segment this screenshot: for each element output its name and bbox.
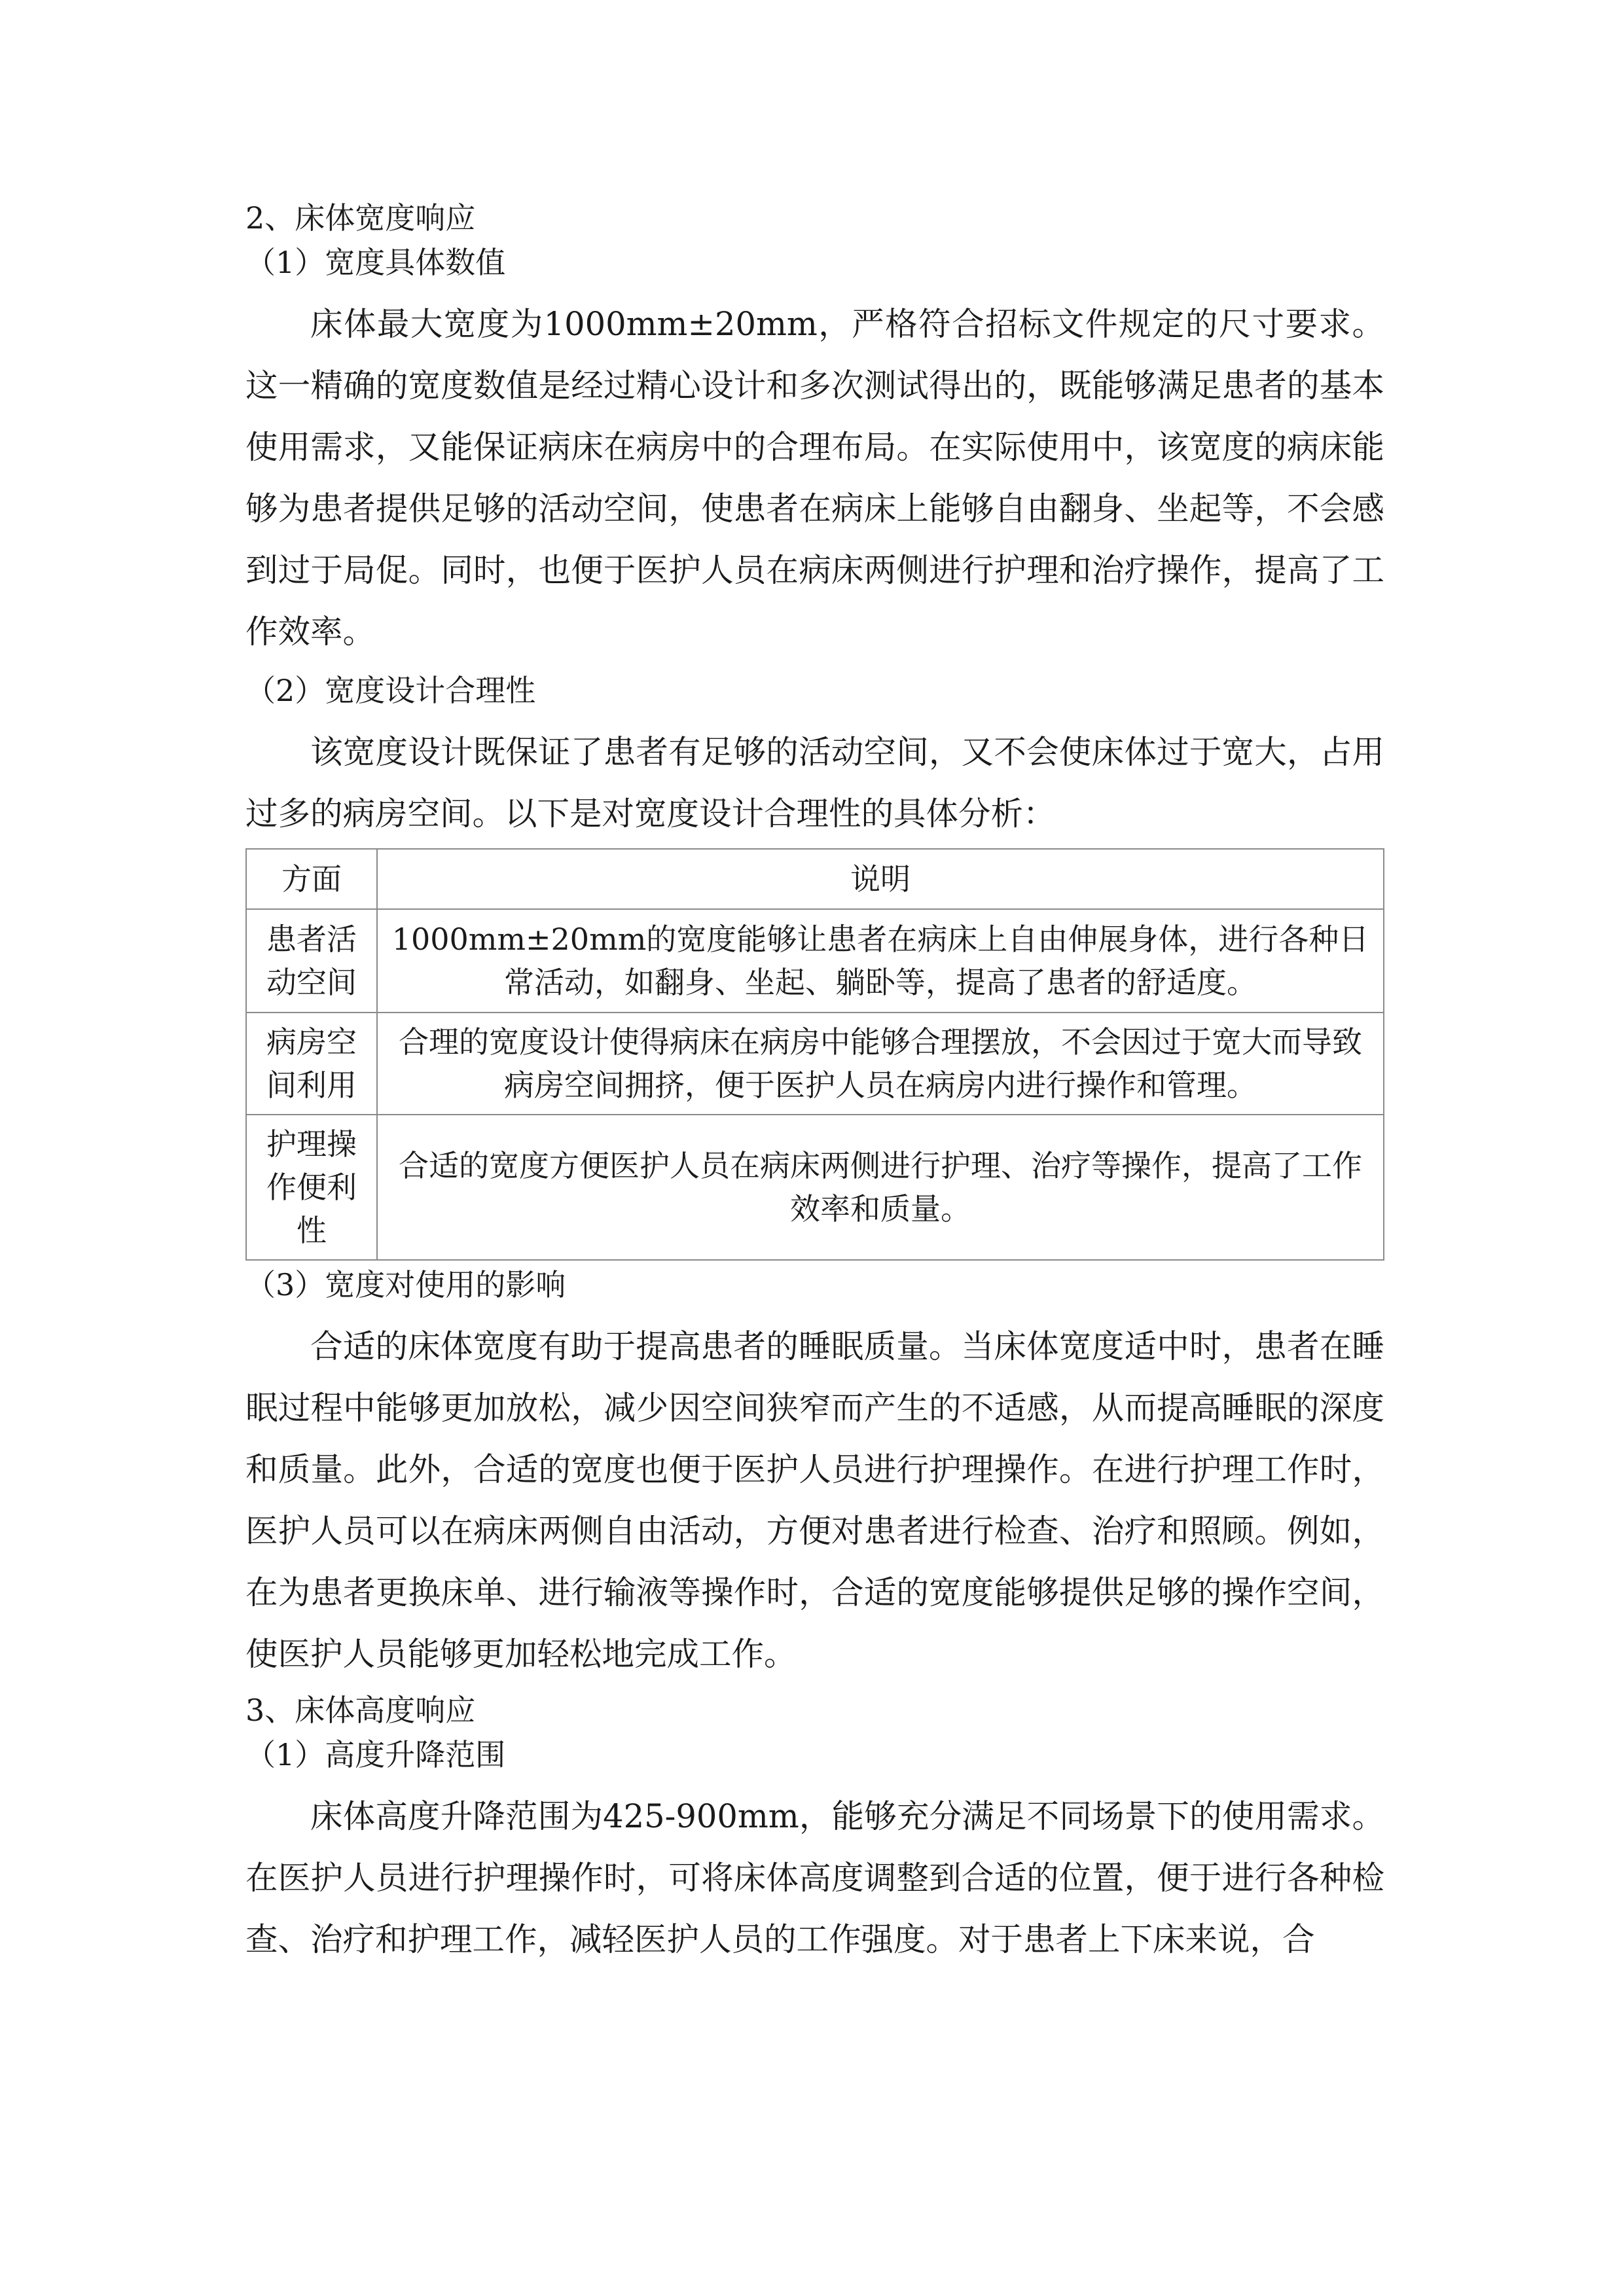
rationale-table bbox=[245, 848, 1384, 1261]
section-heading-height: 3、床体高度响应 bbox=[245, 1693, 476, 1728]
paragraph-width-value: 床体最大宽度为1000mm±20mm，严格符合招标文件规定的尺寸要求。这一精确的宽度数值是经过精心设计和多次测试得出的，既能够满足患者的基本使用需求，又能保证病床在病房中的合理布局。在实际使用中，该宽度的病床能够为患者提供足够的活动空间，使患者在病床上能够自由翻身、坐起等，不会感到过于局促。同时，也便于医护人员在病床两侧进行护理和治疗操作，提高了工作效率。 bbox=[245, 305, 1384, 651]
subheading-width-rationale: （2）宽度设计合理性 bbox=[245, 673, 536, 708]
table-cell-description: 1000mm±20mm的宽度能够让患者在病床上自由伸展身体，进行各种日常活动，如翻身、坐起、躺卧等，提高了患者的舒适度。 bbox=[377, 909, 1384, 1013]
subheading-width-value: （1）宽度具体数值 bbox=[245, 245, 506, 280]
table-row bbox=[246, 909, 1384, 1013]
table-row bbox=[246, 1115, 1384, 1260]
table-row bbox=[246, 1013, 1384, 1115]
subheading-width-impact: （3）宽度对使用的影响 bbox=[245, 1267, 566, 1302]
table-header-aspect: 方面 bbox=[246, 849, 377, 909]
table-cell-description: 合理的宽度设计使得病床在病房中能够合理摆放，不会因过于宽大而导致病房空间拥挤，便于医护人员在病房内进行操作和管理。 bbox=[377, 1013, 1384, 1115]
paragraph-width-rationale: 该宽度设计既保证了患者有足够的活动空间，又不会使床体过于宽大，占用过多的病房空间。以下是对宽度设计合理性的具体分析： bbox=[245, 733, 1384, 833]
table-cell-aspect: 护理操作便利性 bbox=[246, 1115, 377, 1260]
paragraph-width-impact: 合适的床体宽度有助于提高患者的睡眠质量。当床体宽度适中时，患者在睡眠过程中能够更加放松，减少因空间狭窄而产生的不适感，从而提高睡眠的深度和质量。此外，合适的宽度也便于医护人员进行护理操作。在进行护理工作时，医护人员可以在病床两侧自由活动，方便对患者进行检查、治疗和照顾。例如，在为患者更换床单、进行输液等操作时，合适的宽度能够提供足够的操作空间，使医护人员能够更加轻松地完成工作。 bbox=[245, 1327, 1384, 1673]
table-header-description: 说明 bbox=[377, 849, 1384, 909]
paragraph-height-range: 床体高度升降范围为425-900mm，能够充分满足不同场景下的使用需求。在医护人员进行护理操作时，可将床体高度调整到合适的位置，便于进行各种检查、治疗和护理工作，减轻医护人员的工作强度。对于患者上下床来说，合 bbox=[245, 1797, 1384, 1958]
section-heading-width: 2、床体宽度响应 bbox=[245, 200, 476, 236]
table-cell-description: 合适的宽度方便医护人员在病床两侧进行护理、治疗等操作，提高了工作效率和质量。 bbox=[377, 1115, 1384, 1260]
table-header-row bbox=[246, 849, 1384, 909]
subheading-height-range: （1）高度升降范围 bbox=[245, 1737, 506, 1772]
document-body bbox=[245, 196, 1384, 1970]
table-cell-aspect: 患者活动空间 bbox=[246, 909, 377, 1013]
table-cell-aspect: 病房空间利用 bbox=[246, 1013, 377, 1115]
